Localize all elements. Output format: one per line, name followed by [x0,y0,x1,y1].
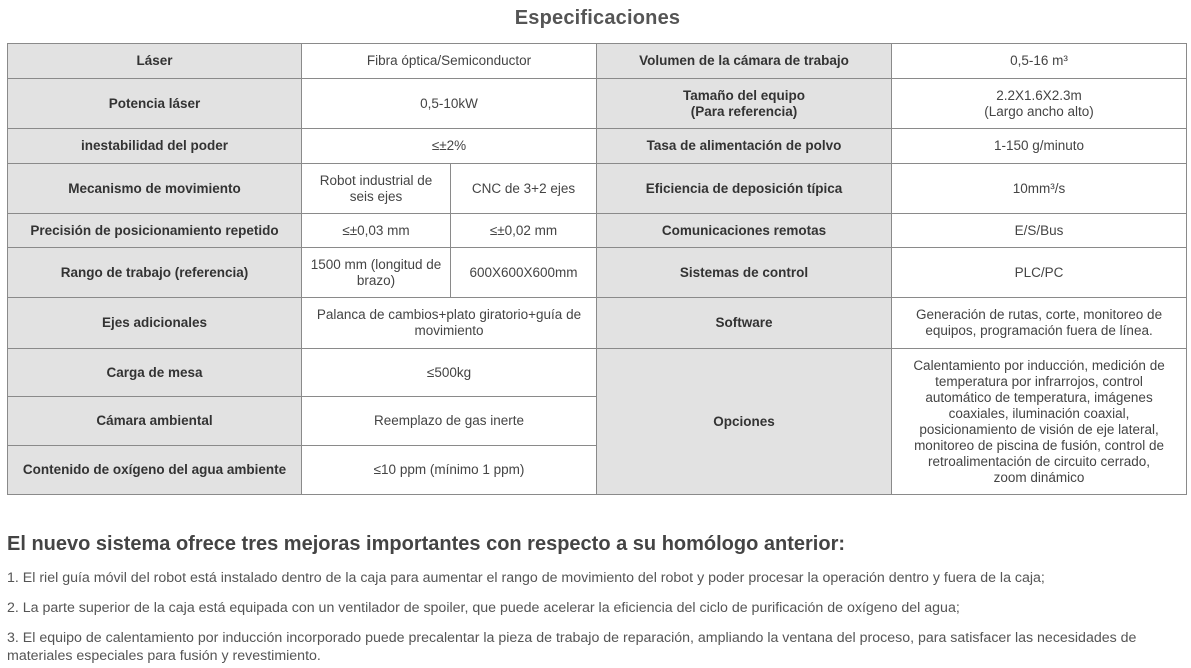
table-row [8,349,1187,397]
spec-label-size [597,79,892,129]
improvement-item-2: 2. La parte superior de la caja está equipada con un ventilador de spoiler, que puede acelerar la eficiencia del ciclo de purificación de oxígeno del agua; [7,600,960,616]
spec-value-feed-rate: 1-150 g/minuto [892,129,1187,164]
spec-label-efficiency: Eficiencia de deposición típica [597,164,892,214]
spec-label-software: Software [597,298,892,349]
spec-value-volume: 0,5-16 m³ [892,44,1187,79]
spec-value-table-load: ≤500kg [302,349,597,397]
spec-label-instability: inestabilidad del poder [8,129,302,164]
spec-label-axes: Ejes adicionales [8,298,302,349]
spec-label-oxygen: Contenido de oxígeno del agua ambiente [8,446,302,495]
spec-value-range-cnc: 600X600X600mm [451,248,597,298]
improvement-item-3: 3. El equipo de calentamiento por inducción incorporado puede precalentar la pieza de trabajo de reparación, ampliando la ventana del proceso, para satisfacer las necesidades de materiales especiales para fusión y revestimiento. [7,630,1137,664]
spec-value-efficiency: 10mm³/s [892,164,1187,214]
spec-label-control: Sistemas de control [597,248,892,298]
spec-value-comms: E/S/Bus [892,214,1187,248]
table-row [8,164,1187,214]
table-row [8,214,1187,248]
spec-label-range: Rango de trabajo (referencia) [8,248,302,298]
specifications-table [7,43,1187,495]
spec-value-instability: ≤±2% [302,129,597,164]
table-row [8,79,1187,129]
page-title: Especificaciones [514,7,681,29]
spec-label-table-load: Carga de mesa [8,349,302,397]
spec-value-laser: Fibra óptica/Semiconductor [302,44,597,79]
spec-value-oxygen: ≤10 ppm (mínimo 1 ppm) [302,446,597,495]
spec-value-control: PLC/PC [892,248,1187,298]
spec-label-options: Opciones [597,349,892,495]
spec-label-motion: Mecanismo de movimiento [8,164,302,214]
spec-label-size-line1: Tamaño del equipo [683,87,806,103]
improvements-heading: El nuevo sistema ofrece tres mejoras importantes con respecto a su homólogo anterior: [7,533,846,555]
spec-value-motion-cnc: CNC de 3+2 ejes [451,164,597,214]
spec-value-power: 0,5-10kW [302,79,597,129]
spec-label-feed-rate: Tasa de alimentación de polvo [597,129,892,164]
table-row [8,248,1187,298]
spec-value-chamber: Reemplazo de gas inerte [302,397,597,446]
spec-value-options: Calentamiento por inducción, medición de temperatura por infrarrojos, control automático de temperatura, imágenes coaxiales, iluminación coaxial, posicionamiento de visión de eje lateral, monitoreo de piscina de fusión, control de retroalimentación de circuito cerrado, zoom dinámico [892,349,1187,495]
spec-label-volume: Volumen de la cámara de trabajo [597,44,892,79]
spec-label-comms: Comunicaciones remotas [597,214,892,248]
table-row [8,129,1187,164]
spec-value-size-line2: (Largo ancho alto) [984,103,1094,119]
spec-value-precision-robot: ≤±0,03 mm [302,214,451,248]
spec-label-size-line2: (Para referencia) [690,103,798,119]
improvement-item-1: 1. El riel guía móvil del robot está instalado dentro de la caja para aumentar el rango de movimiento del robot y poder procesar la operación dentro y fuera de la caja; [7,570,1045,586]
spec-label-laser: Láser [8,44,302,79]
spec-label-power: Potencia láser [8,79,302,129]
table-row [8,298,1187,349]
table-row [8,44,1187,79]
spec-label-chamber: Cámara ambiental [8,397,302,446]
spec-value-precision-cnc: ≤±0,02 mm [451,214,597,248]
spec-value-size [892,79,1187,129]
spec-label-precision: Precisión de posicionamiento repetido [8,214,302,248]
spec-value-size-line1: 2.2X1.6X2.3m [996,87,1082,103]
spec-value-software: Generación de rutas, corte, monitoreo de equipos, programación fuera de línea. [892,298,1187,349]
spec-value-axes: Palanca de cambios+plato giratorio+guía de movimiento [302,298,597,349]
spec-value-motion-robot: Robot industrial de seis ejes [302,164,451,214]
spec-value-range-robot: 1500 mm (longitud de brazo) [302,248,451,298]
